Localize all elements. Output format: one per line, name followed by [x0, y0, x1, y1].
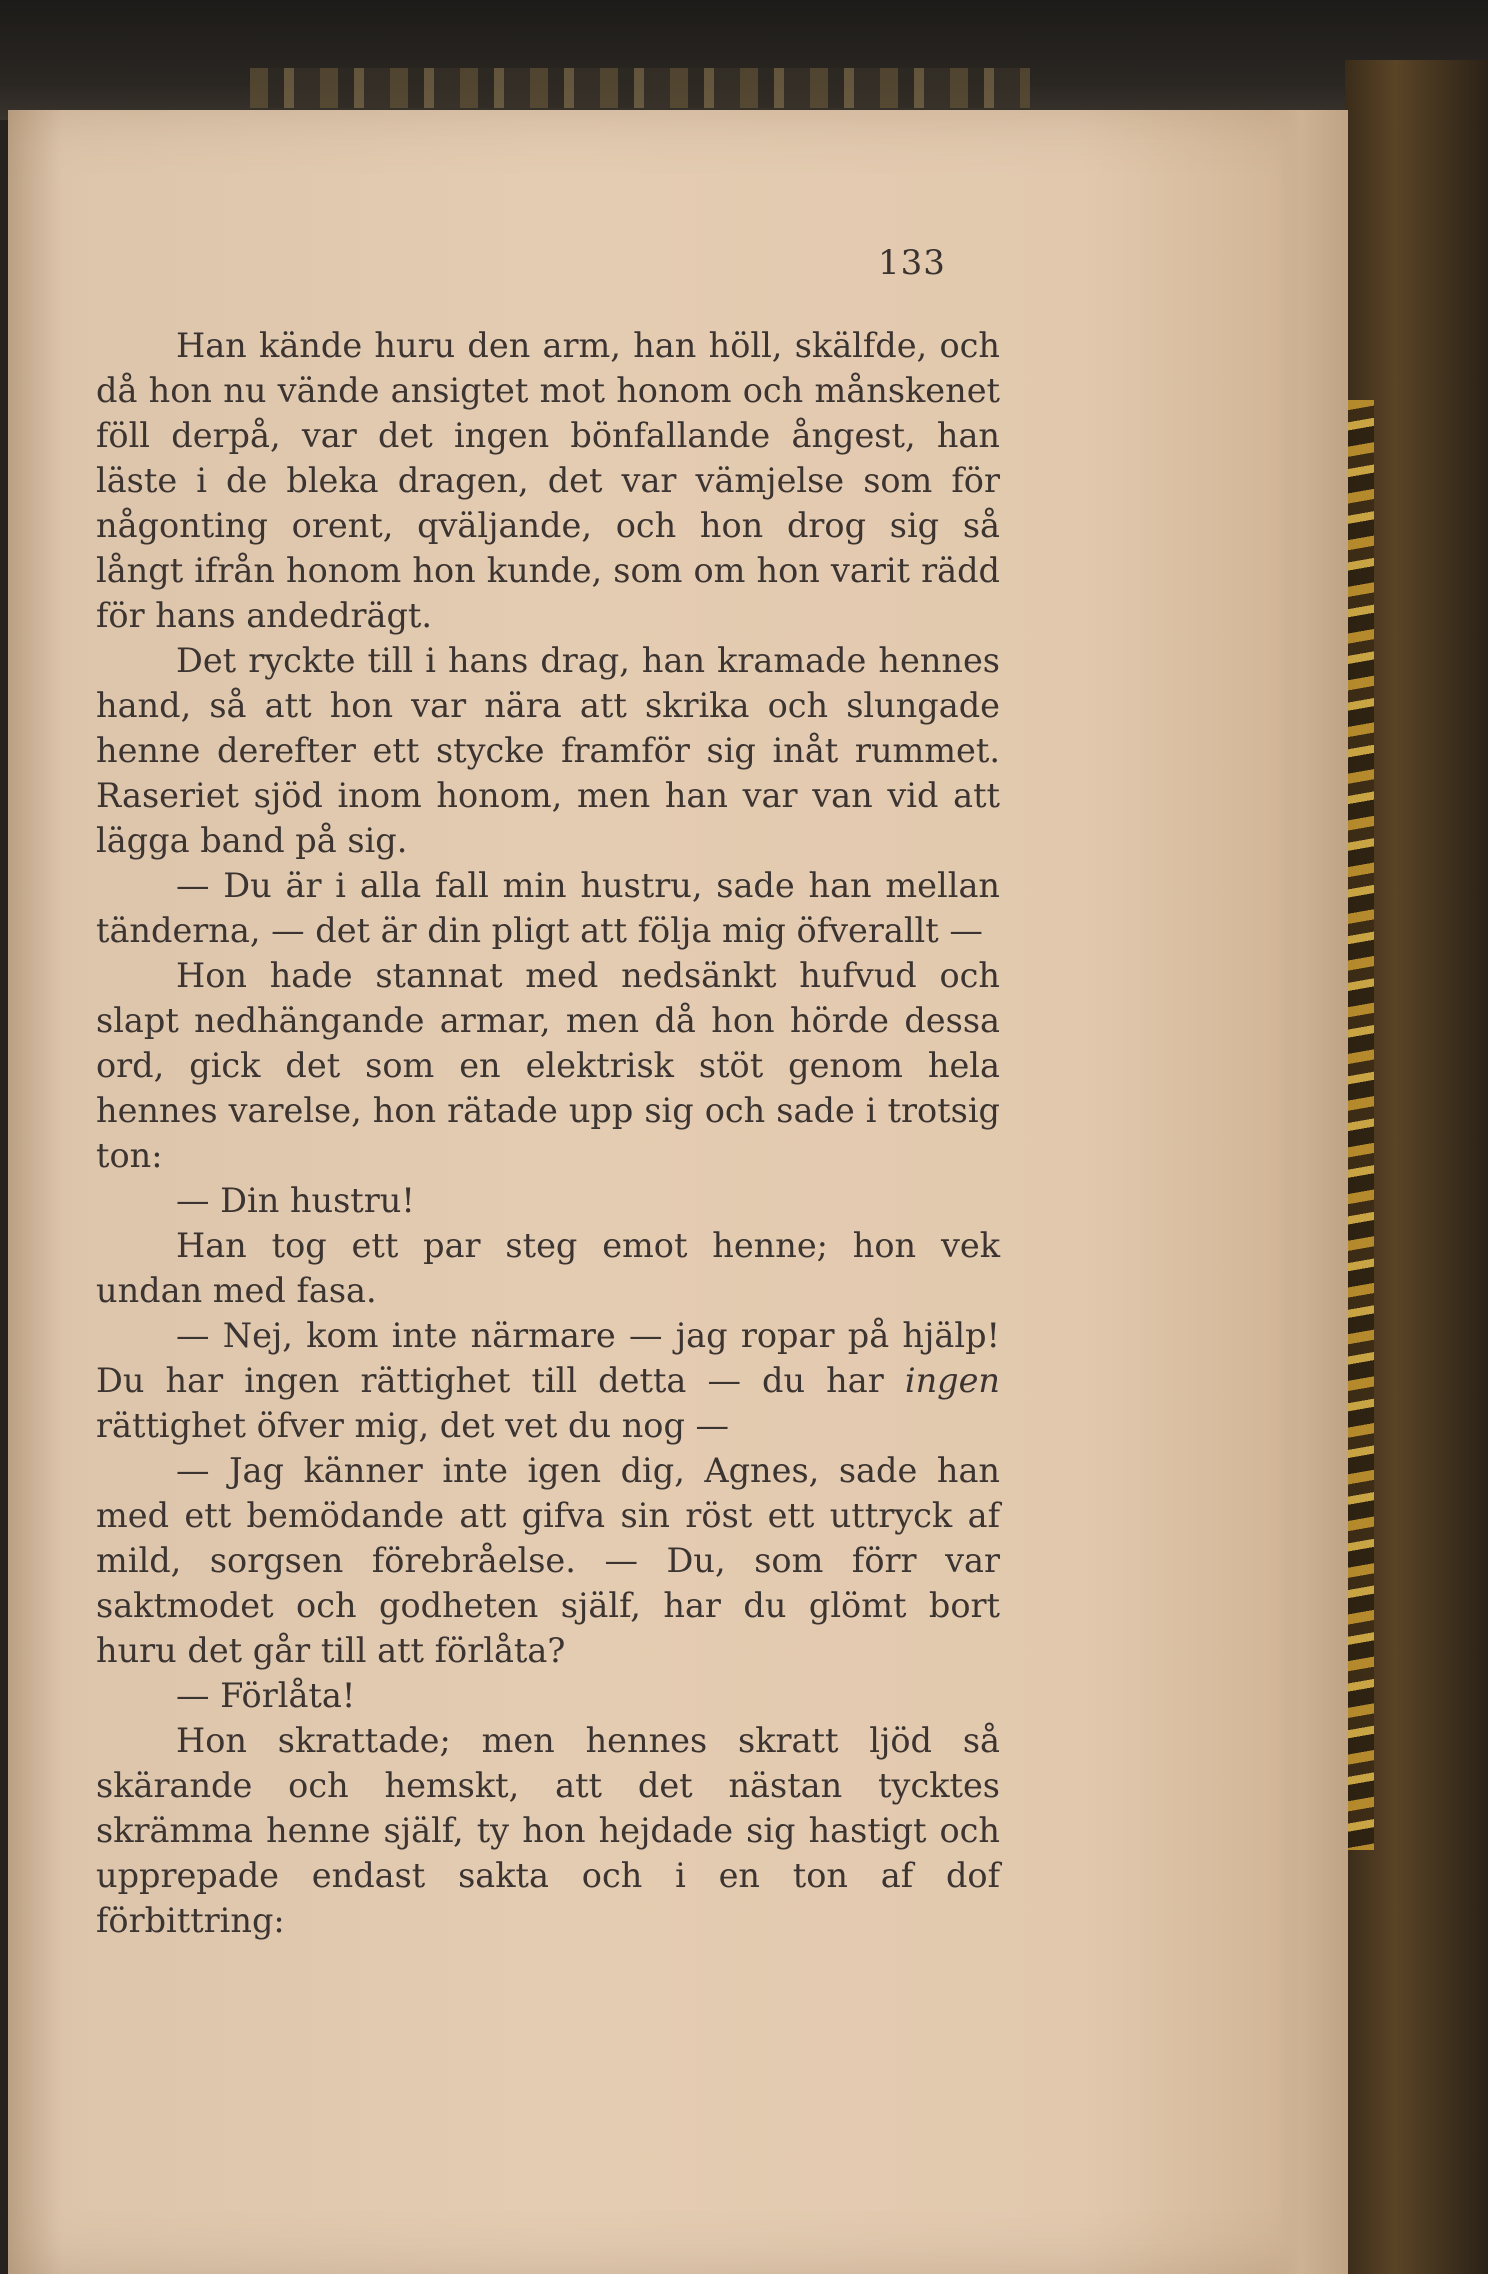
text-segment: Hon skrattade; men hennes skratt ljöd så skärande och hemskt, att det nästan tycktes skrämma henne själf, ty hon hejdade sig hastigt och upprepade endast sakta och i en ton af dof förbittring: [96, 1721, 1000, 1940]
text-segment: — Nej, kom inte närmare — jag ropar på hjälp! Du har ingen rättighet till detta — du har [96, 1316, 1000, 1400]
italic-text: ingen [904, 1361, 1000, 1400]
marbled-page-edge [1348, 400, 1374, 1850]
paragraph [96, 1178, 1000, 1223]
text-segment: Hon hade stannat med nedsänkt hufvud och slapt nedhängande armar, men då hon hörde dessa ord, gick det som en elektrisk stöt genom hela hennes varelse, hon rätade upp sig och sade i trotsig ton: [96, 956, 1000, 1175]
paragraph [96, 1673, 1000, 1718]
body-text [96, 323, 1000, 1943]
text-segment: — Din hustru! [176, 1181, 415, 1220]
paragraph [96, 638, 1000, 863]
text-segment: — Jag känner inte igen dig, Agnes, sade han med ett bemödande att gifva sin röst ett uttryck af mild, sorgsen förebråelse. — Du, som förr var saktmodet och godheten själf, har du glömt bort huru det går till att förlåta? [96, 1451, 1000, 1670]
text-segment: Det ryckte till i hans drag, han kramade hennes hand, så att hon var nära att skrika och slungade henne derefter ett stycke framför sig inåt rummet. Raseriet sjöd inom honom, men han var van vid att lägga band på sig. [96, 641, 1000, 860]
paragraph [96, 863, 1000, 953]
text-segment: — Förlåta! [176, 1676, 356, 1715]
text-segment: Han tog ett par steg emot henne; hon vek undan med fasa. [96, 1226, 1000, 1310]
text-segment: — Du är i alla fall min hustru, sade han mellan tänderna, — det är din pligt att följa mig öfverallt — [96, 866, 1000, 950]
text-segment: rättighet öfver mig, det vet du nog — [96, 1406, 730, 1445]
page-gutter-shadow [1270, 110, 1348, 2274]
paragraph [96, 1718, 1000, 1943]
paragraph [96, 1448, 1000, 1673]
paragraph [96, 323, 1000, 638]
binding-strip [250, 68, 1030, 108]
text-segment: Han kände huru den arm, han höll, skälfde, och då hon nu vände ansigtet mot honom och månskenet föll derpå, var det ingen bönfallande ångest, han läste i de bleka dragen, det var vämjelse som för någonting orent, qväljande, och hon drog sig så långt ifrån honom hon kunde, som om hon varit rädd för hans andedrägt. [96, 326, 1000, 635]
paragraph [96, 953, 1000, 1178]
paragraph [96, 1313, 1000, 1448]
paragraph [96, 1223, 1000, 1313]
page-number: 133 [878, 243, 946, 283]
